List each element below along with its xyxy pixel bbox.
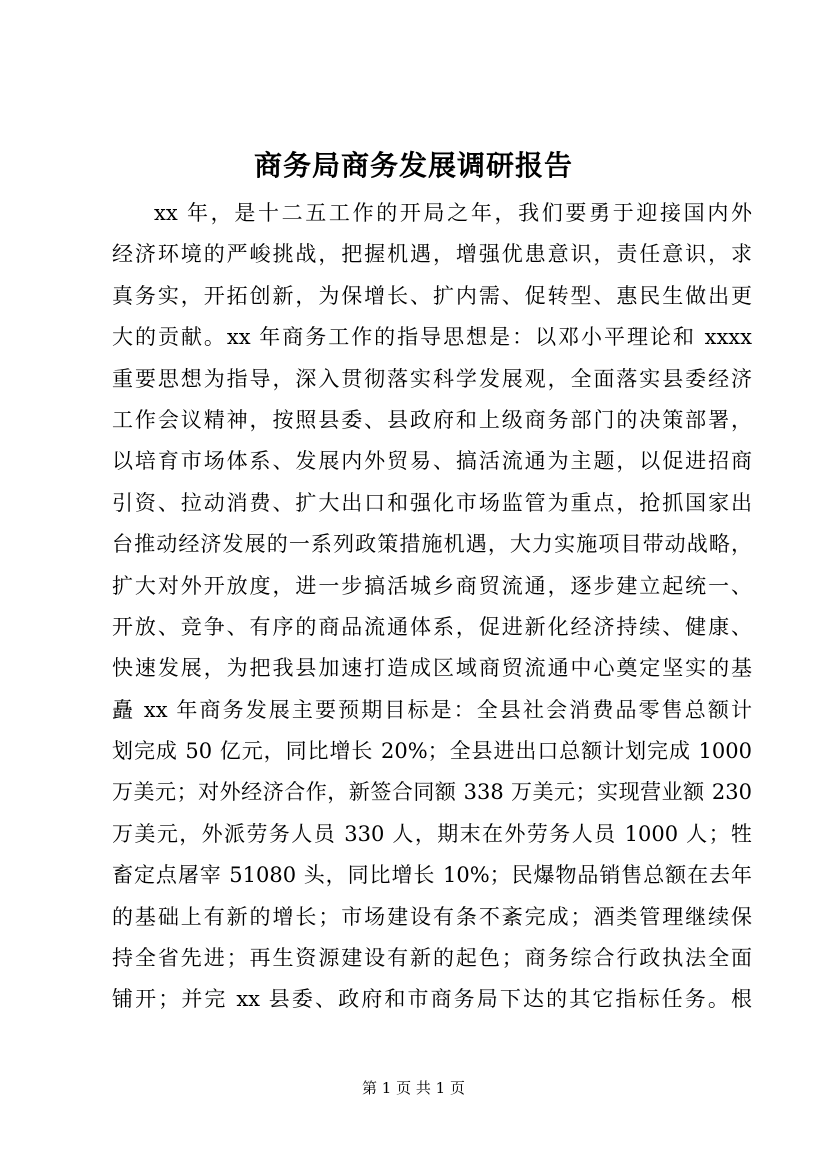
body-line: 扩大对外开放度，进一步搞活城乡商贸流通，逐步建立起统一、 (112, 573, 752, 598)
body-line: 快速发展，为把我县加速打造成区域商贸流通中心奠定坚实的基 (112, 656, 752, 681)
body-line: 大的贡献。xx 年商务工作的指导思想是：以邓小平理论和 xxxx (112, 325, 752, 350)
body-line: 畜定点屠宰 51080 头，同比增长 10%；民爆物品销售总额在去年 (112, 863, 752, 888)
body-line: 工作会议精神，按照县委、县政府和上级商务部门的决策部署， (112, 407, 752, 432)
body-line: 矗 xx 年商务发展主要预期目标是：全县社会消费品零售总额计 (112, 697, 752, 722)
body-line: 台推动经济发展的一系列政策措施机遇，大力实施项目带动战略， (112, 532, 752, 557)
body-line: 开放、竞争、有序的商品流通体系，促进新化经济持续、健康、 (112, 614, 752, 639)
document-title: 商务局商务发展调研报告 (253, 149, 573, 182)
body-line: 万美元，外派劳务人员 330 人，期末在外劳务人员 1000 人；牲 (112, 821, 752, 846)
body-line: 持全省先进；再生资源建设有新的起色；商务综合行政执法全面 (112, 946, 752, 971)
body-line: 铺开；并完 xx 县委、政府和市商务局下达的其它指标任务。根 (112, 987, 752, 1012)
body-line: 引资、拉动消费、扩大出口和强化市场监管为重点，抢抓国家出 (112, 490, 752, 515)
body-line: 以培育市场体系、发展内外贸易、搞活流通为主题，以促进招商 (112, 449, 752, 474)
page-number-footer: 第 1 页 共 1 页 (362, 1079, 465, 1097)
body-line: 真务实，开拓创新，为保增长、扩内需、促转型、惠民生做出更 (112, 283, 752, 308)
body-line: 划完成 50 亿元，同比增长 20%；全县进出口总额计划完成 1000 (112, 739, 752, 764)
body-line: 经济环境的严峻挑战，把握机遇，增强优患意识，责任意识，求 (112, 242, 752, 267)
document-body (112, 193, 752, 1021)
body-line: xx 年，是十二五工作的开局之年，我们要勇于迎接国内外 (154, 201, 752, 225)
body-line: 的基础上有新的增长；市场建设有条不紊完成；酒类管理继续保 (112, 904, 752, 929)
body-line: 重要思想为指导，深入贯彻落实科学发展观，全面落实县委经济 (112, 366, 752, 391)
body-line: 万美元；对外经济合作，新签合同额 338 万美元；实现营业额 230 (112, 780, 752, 805)
